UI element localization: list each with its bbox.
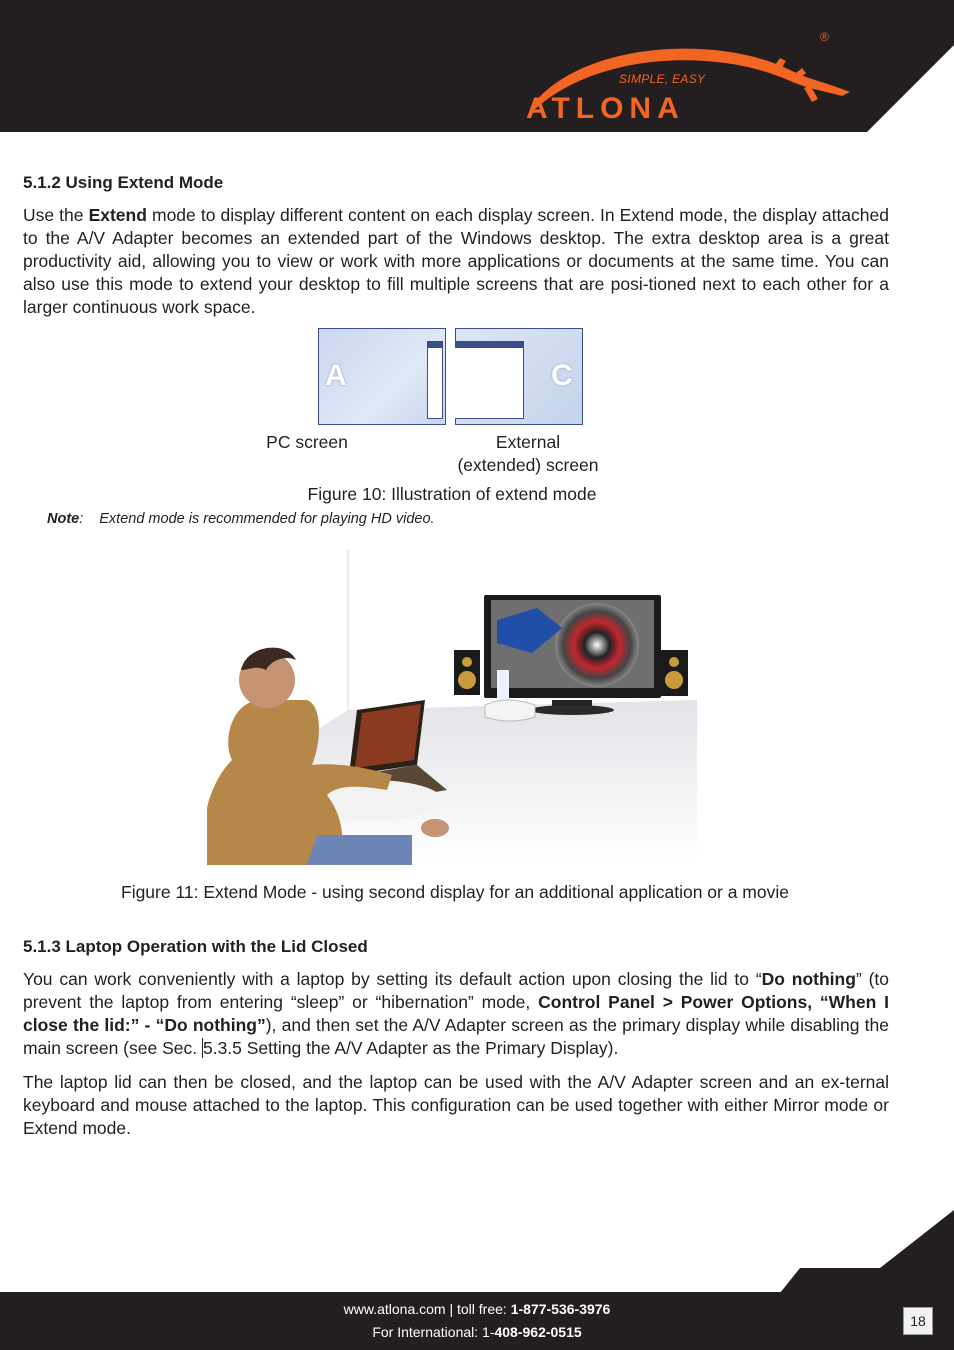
photo-illustration xyxy=(207,550,697,865)
lid-closed-paragraph-2: The laptop lid can then be closed, and the laptop can be used with the A/V Adapter screen and an ex-ternal keyboard and mouse attached to the laptop. This configuration can be used together with either Mirror mode or Extend mode. xyxy=(23,1072,889,1138)
external-screen-label-line2: (extended) screen xyxy=(457,455,599,475)
pc-screen-label: PC screen xyxy=(266,432,348,452)
footer-corner-shape xyxy=(780,1210,954,1293)
page-header xyxy=(0,0,954,132)
extend-bold-term: Extend xyxy=(88,205,147,225)
brand-tagline: SIMPLE, EASY xyxy=(619,72,706,86)
window-left-part xyxy=(427,341,443,419)
extend-mode-paragraph: Use the Extend mode to display different content on each display screen. In Extend mode, the display attached to the A/V Adapter becomes an extended part of the Windows desktop. The extra desktop area is a great productivity aid, allowing you to view or work with more applications or documents at the same time. You can also use this mode to extend your desktop to fill multiple screens that are posi-tioned next to each other for a larger continuous work space. xyxy=(23,205,889,317)
registered-mark: ® xyxy=(820,30,829,44)
note-text: Extend mode is recommended for playing HD video. xyxy=(99,511,435,527)
footer-contact-line xyxy=(0,1301,954,1317)
power-options-path: Control Panel > Power Options, “When I close the lid:” - “Do nothing” xyxy=(23,992,890,1035)
screen-a-letter: A xyxy=(325,359,347,392)
window-right-part xyxy=(455,341,524,419)
figure11-caption: Figure 11: Extend Mode - using second display for an additional application or a movie xyxy=(121,882,789,902)
figure10-caption: Figure 10: Illustration of extend mode xyxy=(307,484,597,504)
page-footer xyxy=(0,1292,954,1350)
toll-free-number: 1-877-536-3976 xyxy=(510,1301,611,1317)
external-screen-diagram xyxy=(455,328,583,425)
lid-closed-paragraph-1: You can work conveniently with a laptop by setting its default action upon closing the lid to “Do nothing” (to prevent the laptop from entering “sleep” or “hibernation” mode, Control Panel > Power Options, “When I close the lid:” - “Do nothing”), and then set the A/V Adapter screen as the primary display while disabling the main screen (see Sec. 5.3.5 Setting the A/V Adapter as the Primary Display). xyxy=(23,969,890,1058)
footer-international-line: For International: 1-408-962-0515 xyxy=(372,1324,582,1340)
section-heading-extend-mode: 5.1.2 Using Extend Mode xyxy=(23,173,224,192)
section-cross-reference[interactable]: 5.3.5 Setting the A/V Adapter as the Primary Display). xyxy=(202,1038,619,1058)
external-screen-label-line1: External xyxy=(495,432,561,452)
note-label: Note xyxy=(47,511,80,527)
section-heading-lid-closed: 5.1.3 Laptop Operation with the Lid Closed xyxy=(23,937,368,956)
note-line: Note: Extend mode is recommended for playing HD video. xyxy=(47,511,435,527)
extend-mode-photo xyxy=(207,550,697,865)
international-number: 408-962-0515 xyxy=(494,1324,582,1340)
pc-screen-diagram xyxy=(318,328,446,425)
website-link[interactable]: www.atlona.com | toll free: xyxy=(343,1301,511,1317)
brand-logo-text: ATLONA xyxy=(526,92,685,125)
page-number: 18 xyxy=(903,1307,933,1335)
screen-c-letter: C xyxy=(551,359,573,392)
